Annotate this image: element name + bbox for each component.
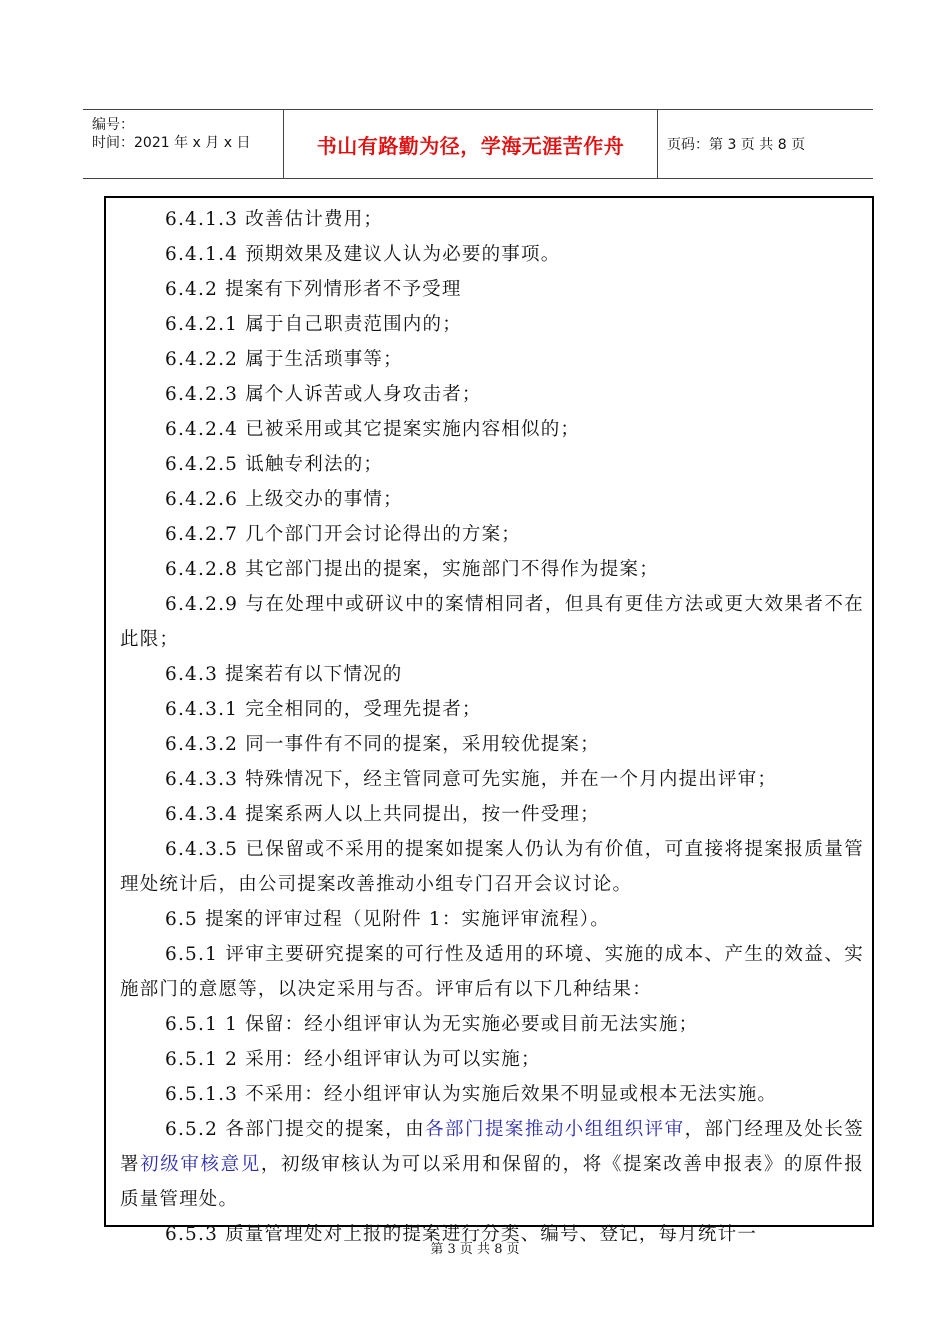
document-number-label: 编号：: [92, 117, 134, 133]
paragraph: 6.4.1.3 改善估计费用；: [165, 209, 384, 230]
paragraph: 6.4.3.4 提案系两人以上共同提出，按一件受理；: [165, 804, 600, 825]
paragraph-652-text-a: 6.5.2 各部门提交的提案，由: [165, 1119, 426, 1140]
paragraph: 6.5.1 2 采用：经小组评审认为可以实施；: [165, 1049, 541, 1070]
header-page-cell: [658, 110, 873, 178]
paragraph: 6.4.2.9 与在处理中或研议中的案情相同者，但具有更佳方法或更大效果者不在此限；: [120, 594, 864, 650]
paragraph: 6.4.1.4 预期效果及建议人认为必要的事项。: [165, 244, 561, 265]
header-motto-cell: [284, 110, 658, 178]
header-table: [83, 109, 873, 179]
paragraph: 6.4.3.5 已保留或不采用的提案如提案人仍认为有价值，可直接将提案报质量管理处统计后，由公司提案改善推动小组专门召开会议讨论。: [120, 839, 864, 895]
paragraph: 6.5 提案的评审过程（见附件 1：实施评审流程）。: [165, 909, 610, 930]
paragraph: 6.4.2.6 上级交办的事情；: [165, 489, 403, 510]
paragraph: 6.4.2.8 其它部门提出的提案，实施部门不得作为提案；: [165, 559, 659, 580]
paragraph: 6.4.2.1 属于自己职责范围内的；: [165, 314, 462, 335]
paragraph-652: [120, 1112, 864, 1217]
content-body: [120, 202, 864, 1252]
paragraph: 6.4.2.3 属个人诉苦或人身攻击者；: [165, 384, 482, 405]
paragraph: 6.4.2.7 几个部门开会讨论得出的方案；: [165, 524, 522, 545]
paragraph-last: 6.5.3 质量管理处对上报的提案进行分类、编号、登记，每月统计一: [165, 1224, 758, 1245]
paragraph-652-text-c: ，初级审核认为可以采用和保留的，将《提案改善申报表》的原件报质量管理处。: [120, 1154, 864, 1210]
paragraph: 6.4.3.1 完全相同的，受理先提者；: [165, 699, 482, 720]
paragraph: 6.4.3 提案若有以下情况的: [165, 664, 403, 685]
initial-review-opinion-link[interactable]: 初级审核意见: [140, 1154, 261, 1175]
paragraph: 6.4.3.3 特殊情况下，经主管同意可先实施，并在一个月内提出评审；: [165, 769, 778, 790]
header-meta-cell: [83, 110, 284, 178]
paragraph: 6.5.1 评审主要研究提案的可行性及适用的环境、实施的成本、产生的效益、实施部门的意愿等，以决定采用与否。评审后有以下几种结果：: [120, 944, 864, 1000]
document-time-label: 时间：2021 年 x 月 x 日: [92, 135, 251, 151]
paragraph: 6.4.3.2 同一事件有不同的提案，采用较优提案；: [165, 734, 600, 755]
header-page-code: 页码：第 3 页 共 8 页: [667, 137, 806, 153]
paragraph: 6.4.2.5 诋触专利法的；: [165, 454, 384, 475]
paragraph: 6.4.2 提案有下列情形者不予受理: [165, 279, 462, 300]
paragraph: 6.5.1.3 不采用：经小组评审认为实施后效果不明显或根本无法实施。: [165, 1084, 778, 1105]
paragraph: 6.4.2.2 属于生活琐事等；: [165, 349, 403, 370]
paragraph: 6.4.2.4 已被采用或其它提案实施内容相似的；: [165, 419, 581, 440]
review-organization-link[interactable]: 各部门提案推动小组组织评审: [425, 1119, 685, 1140]
paragraph: 6.5.1 1 保留：经小组评审认为无实施必要或目前无法实施；: [165, 1014, 699, 1035]
page-footer: 第 3 页 共 8 页: [430, 1242, 520, 1257]
paragraph-652-text-b: ，部门经理及处长签署: [120, 1119, 865, 1175]
header-motto: 书山有路勤为径，学海无涯苦作舟: [316, 133, 625, 158]
content-frame: [104, 196, 874, 1245]
